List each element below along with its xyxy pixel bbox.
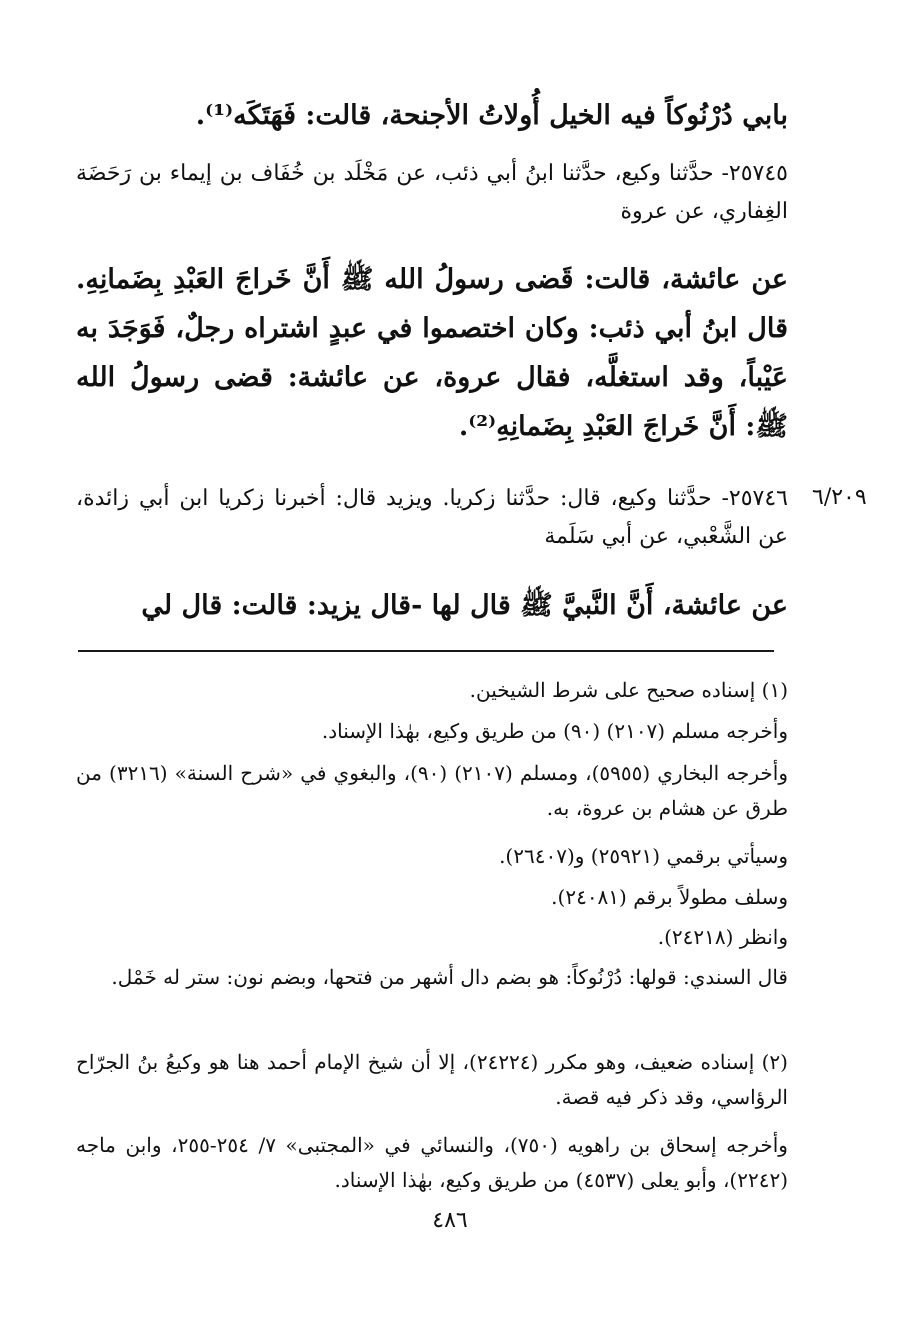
footnote-1-previous-number: وسلف مطولاً برقم (٢٤٠٨١).	[551, 885, 788, 909]
footnote-1-sindi-commentary: قال السندي: قولها: دُرْنُوكاً: هو بضم دال أشهر من فتحها، وبضم نون: ستر له خَمْل.	[111, 965, 788, 989]
page-number: ٤٨٦	[432, 1208, 468, 1233]
footnote-1-muslim-reference: وأخرجه مسلم (٢١٠٧) (٩٠) من طريق وكيع، بهٰذا الإسناد.	[321, 719, 788, 743]
footnote-2-grading: (٢) إسناده ضعيف، وهو مكرر (٢٤٢٢٤)، إلا أن شيخ الإمام أحمد هنا هو وكيعُ بنُ الجرّاح الرؤاسي، وقد ذكر فيه قصة.	[76, 1050, 788, 1109]
footnote-2-references: وأخرجه إسحاق بن راهويه (٧٥٠)، والنسائي في «المجتبى» ٧/ ٢٥٤-٢٥٥، وابن ماجه (٢٢٤٢)، وأبو يعلى (٤٥٣٧) من طريق وكيع، بهٰذا الإسناد.	[76, 1133, 788, 1192]
margin-volume-page-reference: ٦/٢٠٩	[812, 485, 867, 510]
footnote-1-grading: (١) إسناده صحيح على شرط الشيخين.	[469, 678, 788, 702]
hadith-25746-chain: ٢٥٧٤٦- حدَّثنا وكيع، قال: حدَّثنا زكريا. ويزيد قال: أخبرنا زكريا ابن أبي زائدة، عن الشَّعْبي، عن أبي سَلَمة	[76, 486, 788, 549]
footnote-1-bukhari-reference: وأخرجه البخاري (٥٩٥٥)، ومسلم (٢١٠٧) (٩٠)، والبغوي في «شرح السنة» (٣٢١٦) من طرق عن هشام بن عروة، به.	[76, 761, 788, 820]
hadith-continuation-text: بابي دُرْنُوكاً فيه الخيل أُولاتُ الأجنحة، قالت: فَهَتَكَه⁽¹⁾.	[195, 100, 788, 131]
hadith-25746-text: عن عائشة، أَنَّ النَّبيَّ ﷺ قال لها -قال يزيد: قالت: قال لي	[141, 590, 788, 621]
hadith-25745-text: عن عائشة، قالت: قَضى رسولُ الله ﷺ أَنَّ خَراجَ العَبْدِ بِضَمانِهِ. قال ابنُ أبي ذئب: وكان اختصموا في عبدٍ اشتراه رجلٌ، فَوَجَدَ به عَيْباً، وقد استغلَّه، فقال عروة، عن عائشة: قضى رسولُ الله ﷺ: أَنَّ خَراجَ العَبْدِ بِضَمانِهِ⁽²⁾.	[76, 264, 788, 442]
hadith-25745-chain: ٢٥٧٤٥- حدَّثنا وكيع، حدَّثنا ابنُ أبي ذئب، عن مَخْلَد بن خُفَاف بن إيماء بن رَحَضَة الغِفاري، عن عروة	[76, 161, 788, 224]
footnote-1-coming-numbers: وسيأتي برقمي (٢٥٩٢١) و(٢٦٤٠٧).	[499, 844, 788, 868]
footnote-1-see-also: وانظر (٢٤٢١٨).	[657, 925, 788, 949]
footnote-separator	[78, 650, 774, 652]
